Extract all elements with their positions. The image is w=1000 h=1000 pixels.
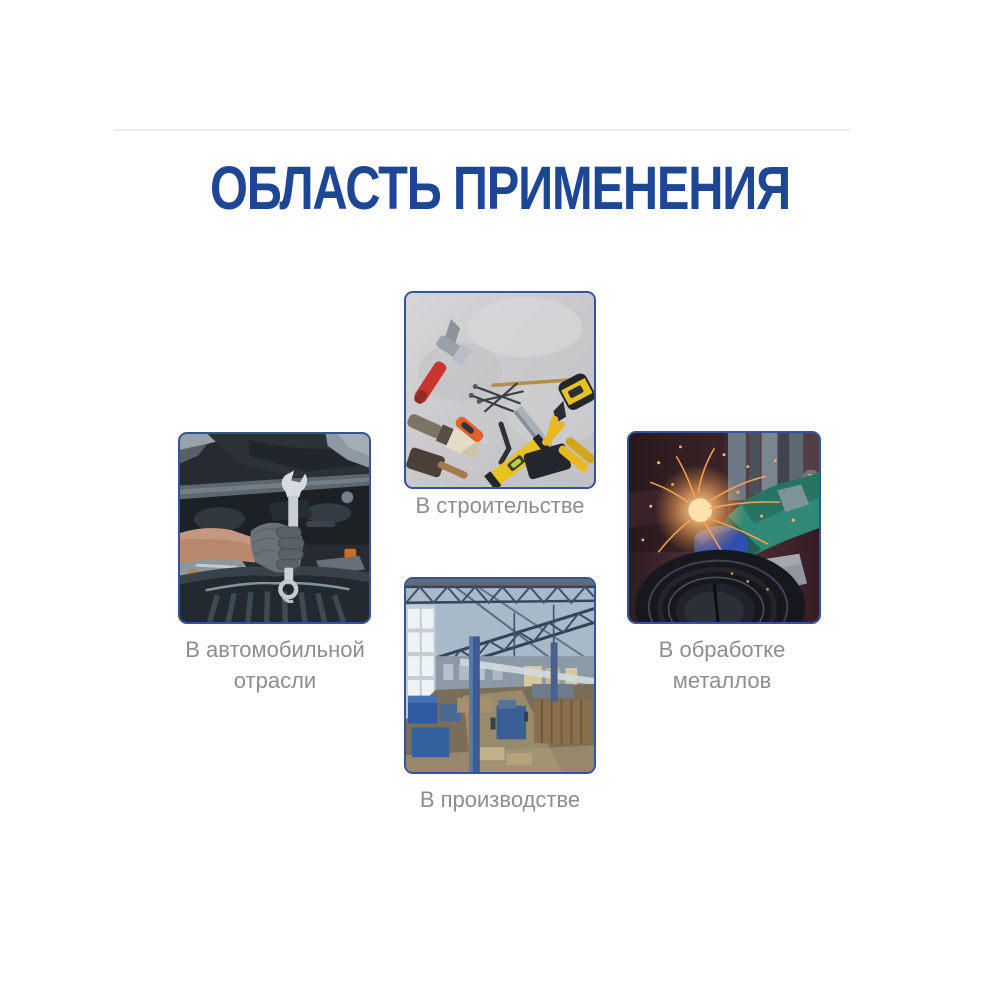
manufacturing-photo-frame: [404, 577, 596, 774]
construction-photo-frame: [404, 291, 596, 489]
caption-construction: В строительстве: [415, 493, 585, 518]
factory-floor-photo: [406, 579, 594, 772]
metal-grinding-photo: [629, 433, 819, 622]
car-engine-photo: [180, 434, 369, 622]
hood-and-grille: [180, 566, 369, 622]
top-divider: [114, 129, 851, 131]
caption-automotive: В автомобильной отрасли: [185, 637, 365, 693]
section-title: ОБЛАСТЬ ПРИМЕНЕНИЯ: [209, 154, 791, 222]
caption-manufacturing: В производстве: [419, 787, 581, 812]
metalworking-photo-frame: [627, 431, 821, 624]
construction-tools-photo: [406, 293, 594, 487]
automotive-photo-frame: [178, 432, 371, 624]
caption-metalworking: В обработке металлов: [658, 637, 786, 693]
